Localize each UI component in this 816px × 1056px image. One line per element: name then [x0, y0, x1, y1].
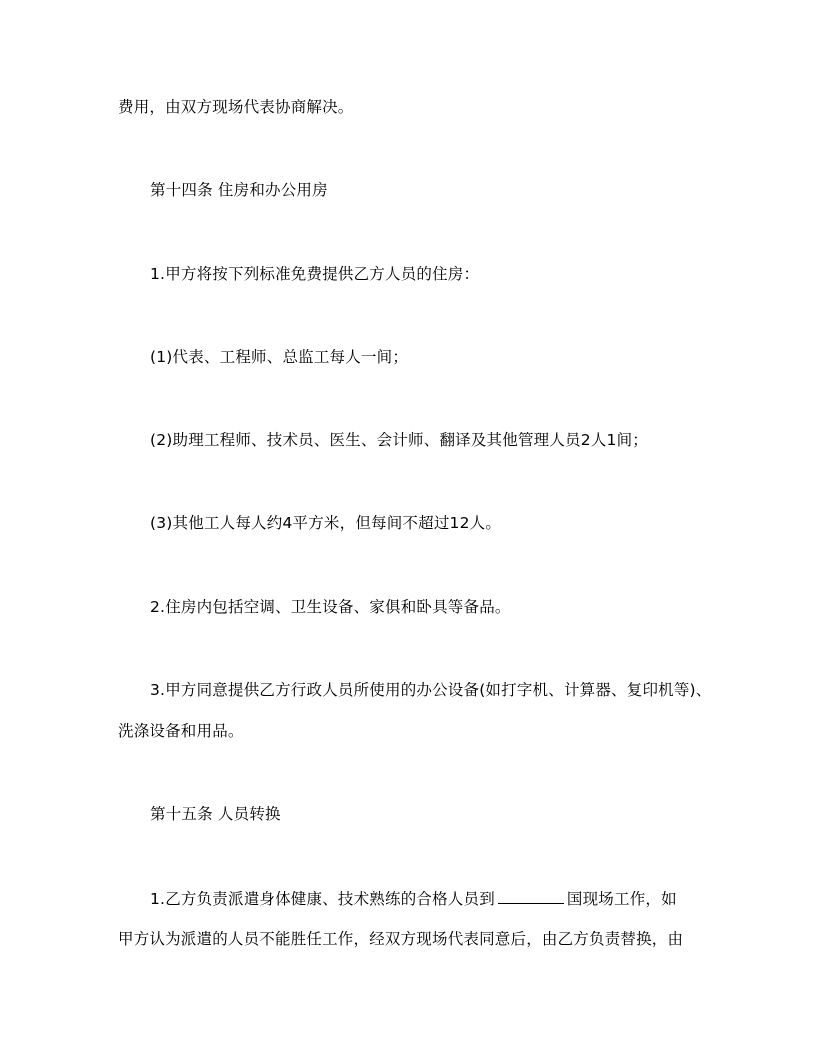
- housing-item-2: (2)助理工程师、技术员、医生、会计师、翻译及其他管理人员2人1间；: [150, 431, 648, 449]
- article-15-heading: 第十五条 人员转换: [150, 805, 281, 823]
- article-14-heading: 第十四条 住房和办公用房: [150, 181, 328, 199]
- housing-clause-1: 1.甲方将按下列标准免费提供乙方人员的住房：: [150, 265, 480, 283]
- housing-item-1: (1)代表、工程师、总监工每人一间；: [150, 348, 409, 366]
- office-clause-3: 3.甲方同意提供乙方行政人员所使用的办公设备(如打字机、计算器、复印机等)、: [150, 681, 712, 699]
- housing-clause-2: 2.住房内包括空调、卫生设备、家俱和卧具等备品。: [150, 598, 511, 616]
- country-blank-field: [498, 887, 564, 904]
- personnel-clause-1-continued: 甲方认为派遣的人员不能胜任工作，经双方现场代表同意后，由乙方负责替换，由: [118, 930, 684, 948]
- personnel-clause-1: [150, 887, 700, 909]
- paragraph-line-fee: 费用，由双方现场代表协商解决。: [118, 98, 354, 116]
- personnel-clause-1-text-end: 国现场工作，如: [566, 890, 677, 908]
- office-clause-3-continued: 洗涤设备和用品。: [118, 722, 244, 740]
- housing-item-3: (3)其他工人每人约4平方米，但每间不超过12人。: [150, 514, 502, 532]
- personnel-clause-1-text: 1.乙方负责派遣身体健康、技术熟练的合格人员到: [150, 890, 495, 908]
